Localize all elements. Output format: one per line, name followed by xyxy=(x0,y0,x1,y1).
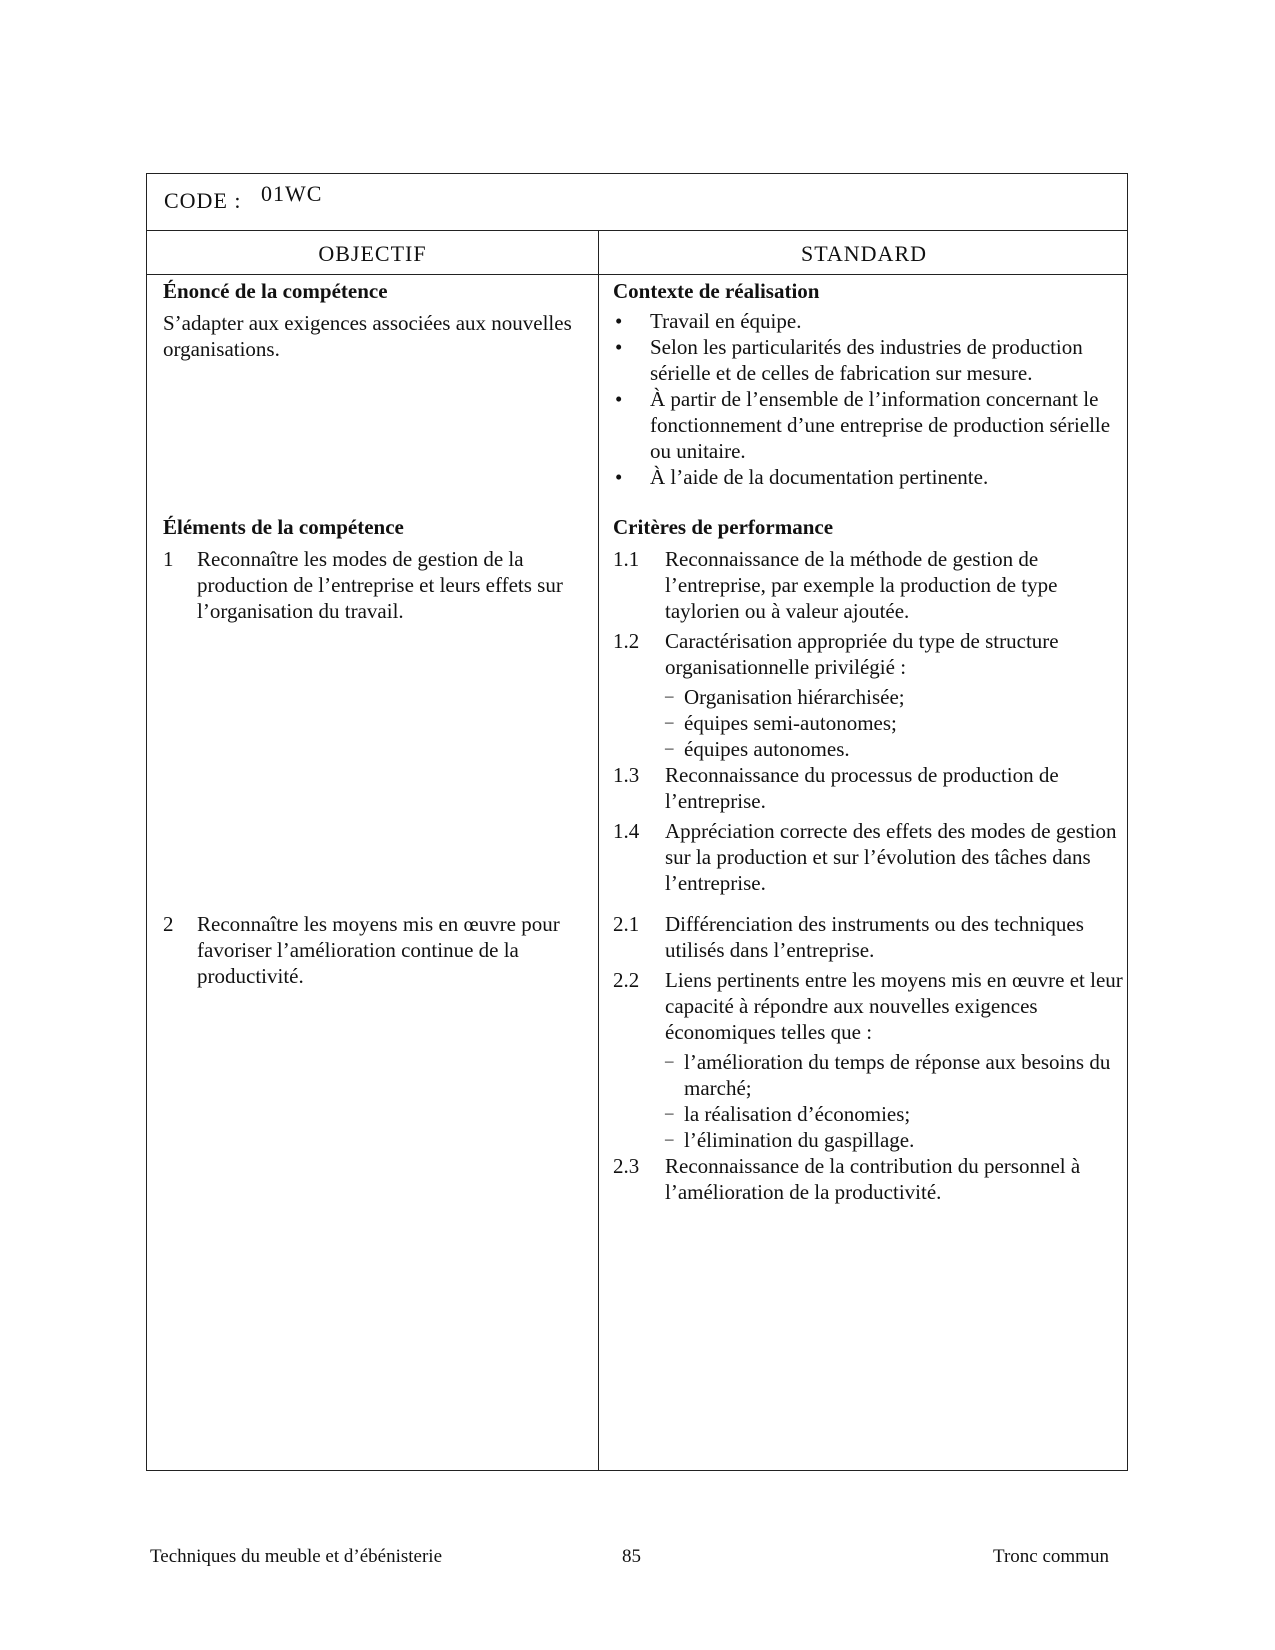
sublist-item xyxy=(665,710,1123,736)
list-item-text: Selon les particularités des industries de production sérielle et de celles de fabrication sur mesure. xyxy=(650,335,1083,385)
list-item-text: À l’aide de la documentation pertinente. xyxy=(650,465,989,489)
criterion-text: Caractérisation appropriée du type de structure organisationnelle privilégié : xyxy=(665,629,1059,679)
criterion-text: Appréciation correcte des effets des modes de gestion sur la production et sur l’évolution des tâches dans l’entreprise. xyxy=(665,819,1117,895)
criterion-2-1 xyxy=(613,911,1123,963)
list-item xyxy=(613,386,1123,464)
list-item xyxy=(613,464,1123,490)
dash-icon: – xyxy=(665,1051,674,1070)
element-number: 2 xyxy=(163,912,174,936)
dash-icon: – xyxy=(665,738,674,757)
list-item-text: À partir de l’ensemble de l’information concernant le fonctionnement d’une entreprise de production sérielle ou unitaire. xyxy=(650,387,1111,463)
criterion-1-3 xyxy=(613,762,1123,814)
sublist-item xyxy=(665,684,1123,710)
sublist-item-text: la réalisation d’économies; xyxy=(684,1102,911,1126)
criterion-number: 1.4 xyxy=(613,819,640,843)
list-item-text: Travail en équipe. xyxy=(650,309,802,333)
dash-icon: – xyxy=(665,712,674,731)
footer-program-name: Techniques du meuble et d’ébénisterie xyxy=(150,1546,443,1567)
sublist-item-text: équipes semi-autonomes; xyxy=(684,711,897,735)
bullet-icon: • xyxy=(615,309,623,333)
competency-table xyxy=(146,173,1128,1471)
objective-header: OBJECTIF xyxy=(318,241,427,266)
contexte-title: Contexte de réalisation xyxy=(613,279,820,303)
sublist-item-text: Organisation hiérarchisée; xyxy=(684,685,905,709)
code-row xyxy=(147,174,1127,231)
sublist-item xyxy=(665,736,1123,762)
criterion-2-2 xyxy=(613,967,1123,1153)
list-item xyxy=(613,334,1123,386)
bullet-icon: • xyxy=(615,335,623,359)
code-value: 01WC xyxy=(261,181,323,206)
criterion-text: Reconnaissance du processus de production de l’entreprise. xyxy=(665,763,1059,813)
sublist-item xyxy=(665,1101,1123,1127)
code-label: CODE : xyxy=(164,188,242,213)
criterion-number: 2.1 xyxy=(613,912,640,936)
objective-column xyxy=(163,278,583,988)
contexte-list xyxy=(613,308,1123,490)
sublist-item xyxy=(665,1049,1123,1101)
criterion-number: 1.1 xyxy=(613,547,640,571)
standard-header: STANDARD xyxy=(800,241,928,266)
criterion-sublist xyxy=(665,1049,1123,1153)
criterion-1-1 xyxy=(613,546,1123,624)
enonce-text: S’adapter aux exigences associées aux nouvelles organisations. xyxy=(163,311,572,361)
criterion-text: Liens pertinents entre les moyens mis en œuvre et leur capacité à répondre aux nouvelles exigences économiques telles que : xyxy=(665,968,1123,1044)
standard-column xyxy=(613,278,1123,1204)
enonce-title: Énoncé de la compétence xyxy=(163,279,388,303)
criterion-1-4 xyxy=(613,818,1123,896)
column-divider xyxy=(598,231,599,1471)
sublist-item-text: l’élimination du gaspillage. xyxy=(684,1128,915,1152)
criterion-number: 2.2 xyxy=(613,968,640,992)
dash-icon: – xyxy=(665,686,674,705)
criteres-title: Critères de performance xyxy=(613,515,834,539)
dash-icon: – xyxy=(665,1129,674,1148)
criterion-2-3 xyxy=(613,1153,1123,1205)
bullet-icon: • xyxy=(615,387,623,411)
element-text: Reconnaître les modes de gestion de la production de l’entreprise et leurs effets sur l’organisation du travail. xyxy=(197,547,563,623)
criterion-text: Reconnaissance de la contribution du personnel à l’amélioration de la productivité. xyxy=(665,1154,1081,1204)
footer-page-number: 85 xyxy=(622,1546,641,1567)
bullet-icon: • xyxy=(615,465,623,489)
criterion-text: Différenciation des instruments ou des techniques utilisés dans l’entreprise. xyxy=(665,912,1084,962)
criterion-number: 1.3 xyxy=(613,763,640,787)
criterion-number: 1.2 xyxy=(613,629,640,653)
criterion-text: Reconnaissance de la méthode de gestion de l’entreprise, par exemple la production de type taylorien ou à valeur ajoutée. xyxy=(665,547,1058,623)
element-text: Reconnaître les moyens mis en œuvre pour favoriser l’amélioration continue de la productivité. xyxy=(197,912,560,988)
dash-icon: – xyxy=(665,1103,674,1122)
elements-title: Éléments de la compétence xyxy=(163,515,404,539)
sublist-item-text: l’amélioration du temps de réponse aux besoins du marché; xyxy=(684,1050,1111,1100)
criterion-sublist xyxy=(665,684,1123,762)
element-item xyxy=(163,546,583,624)
column-header-row xyxy=(147,231,1127,275)
criterion-1-2 xyxy=(613,628,1123,762)
criterion-number: 2.3 xyxy=(613,1154,640,1178)
footer-section-name: Tronc commun xyxy=(993,1546,1109,1567)
sublist-item-text: équipes autonomes. xyxy=(684,737,850,761)
sublist-item xyxy=(665,1127,1123,1153)
element-item xyxy=(163,911,583,989)
element-number: 1 xyxy=(163,547,174,571)
list-item xyxy=(613,308,1123,334)
